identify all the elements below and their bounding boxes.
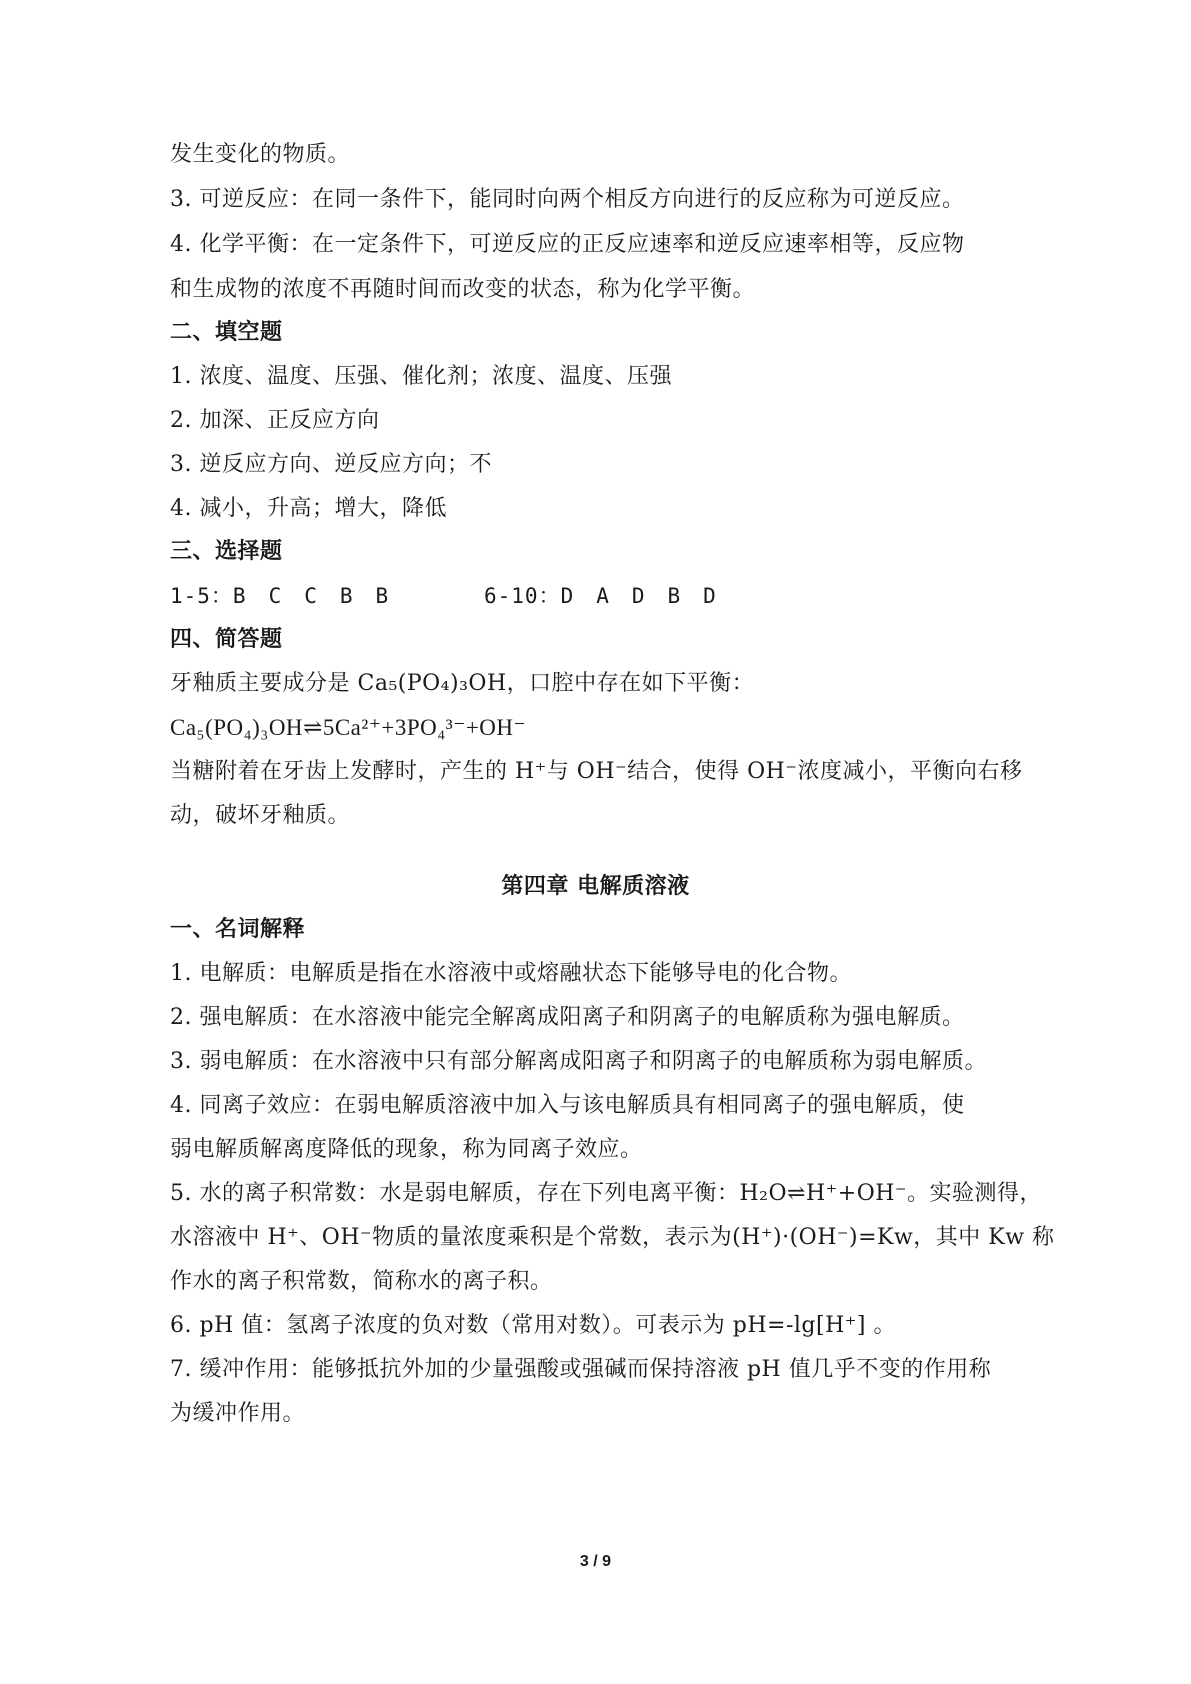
chapter-title: 第四章 电解质溶液 (501, 874, 690, 899)
answer-line: 当糖附着在牙齿上发酵时，产生的 H⁺与 OH⁻结合，使得 OH⁻浓度减小，平衡向右移 (170, 759, 1023, 784)
section-heading-short-answer: 四、简答题 (170, 627, 283, 652)
term-definition: 6. pH 值：氢离子浓度的负对数（常用对数）。可表示为 pH=-lg[H⁺] 。 (170, 1313, 896, 1338)
answer-line: 动，破坏牙釉质。 (170, 803, 351, 828)
choice-answers-1-5: 1-5：B C C B B (170, 584, 390, 608)
answer-line: 4. 减小，升高；增大，降低 (170, 496, 447, 521)
term-definition: 水溶液中 H⁺、OH⁻物质的量浓度乘积是个常数，表示为(H⁺)·(OH⁻)=Kw，其中 Kw 称 (170, 1225, 1055, 1250)
term-definition: 为缓冲作用。 (170, 1401, 306, 1426)
text-line: 3. 可逆反应：在同一条件下，能同时向两个相反方向进行的反应称为可逆反应。 (170, 187, 965, 212)
text-line: 和生成物的浓度不再随时间而改变的状态，称为化学平衡。 (170, 277, 756, 302)
answer-line: 3. 逆反应方向、逆反应方向；不 (170, 452, 492, 477)
term-definition: 1. 电解质：电解质是指在水溶液中或熔融状态下能够导电的化合物。 (170, 961, 852, 986)
section-heading-choice: 三、选择题 (170, 539, 283, 564)
term-definition: 作水的离子积常数，简称水的离子积。 (170, 1269, 553, 1294)
answer-line: 2. 加深、正反应方向 (170, 408, 380, 433)
page-number: 3 / 9 (579, 1553, 612, 1570)
term-definition: 3. 弱电解质：在水溶液中只有部分解离成阳离子和阴离子的电解质称为弱电解质。 (170, 1049, 987, 1074)
choice-answers-6-10: 6-10：D A D B D (484, 584, 717, 608)
term-definition: 4. 同离子效应：在弱电解质溶液中加入与该电解质具有相同离子的强电解质，使 (170, 1093, 965, 1118)
term-definition: 5. 水的离子积常数：水是弱电解质，存在下列电离平衡：H₂O⇌H⁺+OH⁻。实验测得， (170, 1181, 1043, 1206)
section-heading-fill-in: 二、填空题 (170, 320, 283, 345)
text-line: 发生变化的物质。 (170, 142, 351, 167)
term-definition: 2. 强电解质：在水溶液中能完全解离成阳离子和阴离子的电解质称为强电解质。 (170, 1005, 965, 1030)
answer-line: 1. 浓度、温度、压强、催化剂；浓度、温度、压强 (170, 364, 672, 389)
answer-line: 牙釉质主要成分是 Ca₅(PO₄)₃OH，口腔中存在如下平衡： (170, 671, 755, 696)
section-heading-terms: 一、名词解释 (170, 917, 306, 942)
chemical-equation: Ca₅(PO₄)₃OH⇌5Ca²⁺+3PO₄³⁻+OH⁻ (170, 715, 527, 740)
term-definition: 弱电解质解离度降低的现象，称为同离子效应。 (170, 1137, 643, 1162)
term-definition: 7. 缓冲作用：能够抵抗外加的少量强酸或强碱而保持溶液 pH 值几乎不变的作用称 (170, 1357, 992, 1382)
text-line: 4. 化学平衡：在一定条件下，可逆反应的正反应速率和逆反应速率相等，反应物 (170, 232, 965, 257)
